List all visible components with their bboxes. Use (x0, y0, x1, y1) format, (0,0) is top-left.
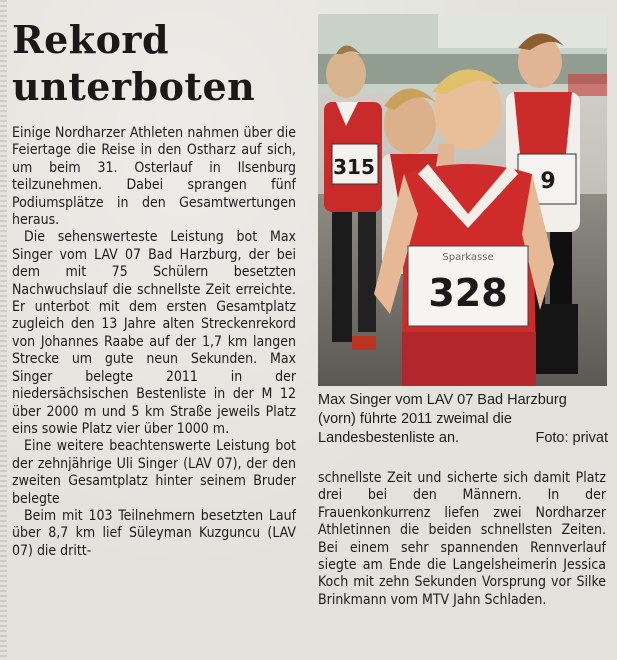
article-paragraph: Beim mit 103 Teilnehmern besetzten Lauf über 8,7 km lief Süleyman Kuzguncu (LAV 07) die dritt- (12, 507, 296, 559)
article-body-right-column (318, 470, 606, 656)
race-photo-illustration (318, 14, 607, 386)
bib-sponsor: Sparkasse (442, 252, 494, 263)
headline-line-1: Rekord (12, 17, 170, 62)
adjacent-column-bleed (0, 0, 7, 660)
caption-text: Max Singer vom LAV 07 Bad Harzburg (vorn) führte 2011 zweimal die Landesbestenliste an. (318, 392, 567, 446)
article-paragraph: Einige Nordharzer Athleten nahmen über die Feiertage die Reise in den Ostharz auf sich, um beim 31. Osterlauf in Ilsenburg teilzunehmen. Dabei sprangen fünf Podiumsplätze in den Gesamtwertungen heraus. (12, 125, 296, 229)
photo-credit: Foto: privat (535, 430, 608, 446)
article-body-left-column (12, 125, 296, 655)
article-headline (12, 16, 308, 110)
photo-caption (318, 391, 608, 448)
article-paragraph: Die sehenswerteste Leistung bot Max Singer vom LAV 07 Bad Harzburg, der bei dem mit 75 Schülern besetzten Nachwuchslauf die schnellste Zeit erreichte. Er unterbot mit dem ersten Gesamtplatz zugleich den 13 Jahre alten Streckenrekord von Johannes Raabe auf der 1,7 km langen Strecke um gute neun Sekunden. Max Singer belegte 2011 in der niedersächsischen Bestenliste in der M 12 über 2000 m und 5 km Straße jeweils Platz eins sowie Platz vier über 1000 m. (12, 229, 296, 437)
bib-number-right: 9 (540, 169, 556, 194)
headline-line-2: unterboten (12, 64, 256, 109)
race-photo (318, 14, 607, 386)
bib-number-left: 315 (333, 155, 375, 179)
article-paragraph: Eine weitere beachtenswerte Leistung bot der zehnjährige Uli Singer (LAV 07), der den zweiten Gesamtplatz hinter seinem Bruder belegte (12, 438, 296, 507)
article-paragraph: schnellste Zeit und sicherte sich damit Platz drei bei den Männern. In der Frauenkonkurrenz liefen zwei Nordharzer Athletinnen die beiden schnellsten Zeiten. Bei einem sehr spannenden Rennverlauf siegte am Ende die Langelsheimerin Jessica Koch mit zehn Sekunden Vorsprung vor Silke Brinkmann vom MTV Jahn Schladen. (318, 470, 606, 608)
bib-number-main: 328 (428, 271, 508, 315)
